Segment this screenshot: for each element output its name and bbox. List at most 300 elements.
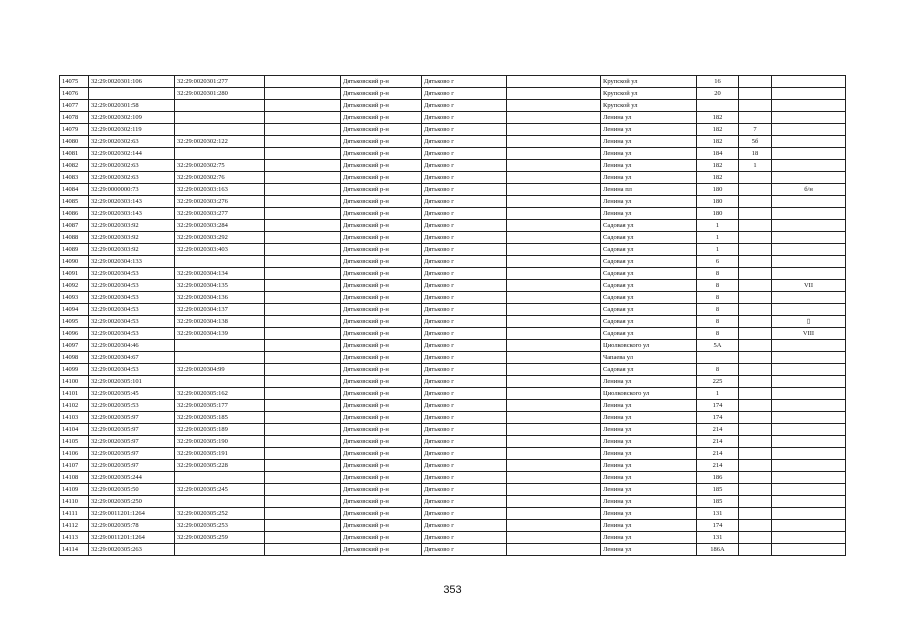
street-cell: Ленина ул xyxy=(601,124,697,136)
house-number-cell: 1 xyxy=(697,244,739,256)
district-cell: Дятьковский р-н xyxy=(341,196,422,208)
cadastral-number-cell: 32:29:0020305:97 xyxy=(89,412,175,424)
extra-cell-cell xyxy=(265,496,341,508)
table-row xyxy=(60,460,846,472)
extra-cell-cell xyxy=(265,172,341,184)
table-row xyxy=(60,124,846,136)
settlement-cell xyxy=(507,100,601,112)
extra-cell-cell xyxy=(265,196,341,208)
object-cadastral-number-cell xyxy=(175,376,265,388)
object-cadastral-number-cell xyxy=(175,256,265,268)
city-cell: Дятьково г xyxy=(422,292,507,304)
building-number-cell xyxy=(739,76,772,88)
building-number-cell xyxy=(739,256,772,268)
object-cadastral-number-cell: 32:29:0020304:134 xyxy=(175,268,265,280)
record-number-cell: 14079 xyxy=(60,124,89,136)
city-cell: Дятьково г xyxy=(422,112,507,124)
district-cell: Дятьковский р-н xyxy=(341,124,422,136)
building-number-cell xyxy=(739,112,772,124)
street-cell: Циолковского ул xyxy=(601,388,697,400)
cadastral-number-cell: 32:29:0020304:67 xyxy=(89,352,175,364)
cadastral-number-cell: 32:29:0011201:1264 xyxy=(89,532,175,544)
cadastral-number-cell: 32:29:0020304:53 xyxy=(89,328,175,340)
street-cell: Садовая ул xyxy=(601,220,697,232)
street-cell: Ленина ул xyxy=(601,472,697,484)
house-number-cell: 182 xyxy=(697,172,739,184)
city-cell: Дятьково г xyxy=(422,76,507,88)
house-number-cell: 131 xyxy=(697,532,739,544)
table-row xyxy=(60,400,846,412)
extra-cell-cell xyxy=(265,352,341,364)
object-cadastral-number-cell: 32:29:0020303:284 xyxy=(175,220,265,232)
street-cell: Ленина ул xyxy=(601,172,697,184)
extra-cell-cell xyxy=(265,184,341,196)
record-number-cell: 14093 xyxy=(60,292,89,304)
district-cell: Дятьковский р-н xyxy=(341,484,422,496)
building-number-cell xyxy=(739,412,772,424)
extra-cell-cell xyxy=(265,160,341,172)
house-number-cell: 214 xyxy=(697,436,739,448)
settlement-cell xyxy=(507,328,601,340)
street-cell: Ленина ул xyxy=(601,112,697,124)
cadastral-number-cell: 32:29:0020305:45 xyxy=(89,388,175,400)
cadastral-number-cell: 32:29:0020303:92 xyxy=(89,232,175,244)
record-number-cell: 14091 xyxy=(60,268,89,280)
cadastral-number-cell: 32:29:0020304:46 xyxy=(89,340,175,352)
district-cell: Дятьковский р-н xyxy=(341,520,422,532)
building-number-cell xyxy=(739,436,772,448)
building-number-cell xyxy=(739,184,772,196)
extra-cell-cell xyxy=(265,364,341,376)
district-cell: Дятьковский р-н xyxy=(341,172,422,184)
cadastral-number-cell: 32:29:0020304:53 xyxy=(89,316,175,328)
record-number-cell: 14083 xyxy=(60,172,89,184)
cadastral-number-cell: 32:29:0020303:92 xyxy=(89,220,175,232)
literal-cell: ▯ xyxy=(772,316,846,328)
object-cadastral-number-cell: 32:29:0020305:189 xyxy=(175,424,265,436)
building-number-cell xyxy=(739,316,772,328)
district-cell: Дятьковский р-н xyxy=(341,412,422,424)
object-cadastral-number-cell: 32:29:0020304:136 xyxy=(175,292,265,304)
house-number-cell: 1 xyxy=(697,388,739,400)
extra-cell-cell xyxy=(265,232,341,244)
house-number-cell: 186А xyxy=(697,544,739,556)
street-cell: Ленина ул xyxy=(601,412,697,424)
district-cell: Дятьковский р-н xyxy=(341,304,422,316)
cadastral-number-cell: 32:29:0020303:143 xyxy=(89,208,175,220)
district-cell: Дятьковский р-н xyxy=(341,220,422,232)
table-row xyxy=(60,280,846,292)
settlement-cell xyxy=(507,160,601,172)
street-cell: Садовая ул xyxy=(601,328,697,340)
record-number-cell: 14084 xyxy=(60,184,89,196)
building-number-cell xyxy=(739,208,772,220)
extra-cell-cell xyxy=(265,328,341,340)
building-number-cell xyxy=(739,88,772,100)
extra-cell-cell xyxy=(265,148,341,160)
cadastral-number-cell: 32:29:0020305:53 xyxy=(89,400,175,412)
literal-cell xyxy=(772,220,846,232)
cadastral-number-cell: 32:29:0020302:144 xyxy=(89,148,175,160)
object-cadastral-number-cell xyxy=(175,148,265,160)
district-cell: Дятьковский р-н xyxy=(341,352,422,364)
city-cell: Дятьково г xyxy=(422,532,507,544)
record-number-cell: 14087 xyxy=(60,220,89,232)
table-row xyxy=(60,136,846,148)
district-cell: Дятьковский р-н xyxy=(341,460,422,472)
house-number-cell: 214 xyxy=(697,424,739,436)
cadastral-number-cell: 32:29:0020304:53 xyxy=(89,292,175,304)
building-number-cell xyxy=(739,268,772,280)
literal-cell xyxy=(772,532,846,544)
object-cadastral-number-cell: 32:29:0020301:280 xyxy=(175,88,265,100)
house-number-cell: 16 xyxy=(697,76,739,88)
street-cell: Ленина ул xyxy=(601,196,697,208)
house-number-cell: 182 xyxy=(697,136,739,148)
building-number-cell xyxy=(739,232,772,244)
extra-cell-cell xyxy=(265,76,341,88)
city-cell: Дятьково г xyxy=(422,304,507,316)
street-cell: Ленина ул xyxy=(601,136,697,148)
street-cell: Садовая ул xyxy=(601,232,697,244)
city-cell: Дятьково г xyxy=(422,388,507,400)
city-cell: Дятьково г xyxy=(422,172,507,184)
street-cell: Садовая ул xyxy=(601,256,697,268)
house-number-cell: 8 xyxy=(697,304,739,316)
district-cell: Дятьковский р-н xyxy=(341,160,422,172)
building-number-cell xyxy=(739,100,772,112)
extra-cell-cell xyxy=(265,88,341,100)
street-cell: Ленина пл xyxy=(601,184,697,196)
street-cell: Садовая ул xyxy=(601,316,697,328)
street-cell: Крупской ул xyxy=(601,88,697,100)
street-cell: Ленина ул xyxy=(601,148,697,160)
record-number-cell: 14107 xyxy=(60,460,89,472)
settlement-cell xyxy=(507,280,601,292)
settlement-cell xyxy=(507,136,601,148)
district-cell: Дятьковский р-н xyxy=(341,496,422,508)
district-cell: Дятьковский р-н xyxy=(341,328,422,340)
literal-cell: VIII xyxy=(772,328,846,340)
district-cell: Дятьковский р-н xyxy=(341,472,422,484)
settlement-cell xyxy=(507,424,601,436)
street-cell: Садовая ул xyxy=(601,292,697,304)
building-number-cell xyxy=(739,484,772,496)
district-cell: Дятьковский р-н xyxy=(341,508,422,520)
district-cell: Дятьковский р-н xyxy=(341,292,422,304)
literal-cell xyxy=(772,352,846,364)
record-number-cell: 14086 xyxy=(60,208,89,220)
extra-cell-cell xyxy=(265,124,341,136)
literal-cell xyxy=(772,124,846,136)
extra-cell-cell xyxy=(265,520,341,532)
table-row xyxy=(60,328,846,340)
building-number-cell xyxy=(739,508,772,520)
table-row xyxy=(60,208,846,220)
object-cadastral-number-cell xyxy=(175,544,265,556)
record-number-cell: 14090 xyxy=(60,256,89,268)
city-cell: Дятьково г xyxy=(422,136,507,148)
cadastral-number-cell: 32:29:0020304:53 xyxy=(89,304,175,316)
city-cell: Дятьково г xyxy=(422,148,507,160)
record-number-cell: 14094 xyxy=(60,304,89,316)
record-number-cell: 14085 xyxy=(60,196,89,208)
table-row xyxy=(60,256,846,268)
settlement-cell xyxy=(507,496,601,508)
city-cell: Дятьково г xyxy=(422,352,507,364)
settlement-cell xyxy=(507,484,601,496)
street-cell: Циолковского ул xyxy=(601,340,697,352)
table-row xyxy=(60,268,846,280)
cadastral-number-cell: 32:29:0020305:97 xyxy=(89,460,175,472)
page-number: 353 xyxy=(443,584,462,596)
table-row xyxy=(60,88,846,100)
settlement-cell xyxy=(507,172,601,184)
record-number-cell: 14095 xyxy=(60,316,89,328)
house-number-cell: 214 xyxy=(697,460,739,472)
house-number-cell: 225 xyxy=(697,376,739,388)
district-cell: Дятьковский р-н xyxy=(341,376,422,388)
house-number-cell: 174 xyxy=(697,400,739,412)
literal-cell xyxy=(772,484,846,496)
district-cell: Дятьковский р-н xyxy=(341,388,422,400)
city-cell: Дятьково г xyxy=(422,124,507,136)
house-number-cell: 8 xyxy=(697,268,739,280)
table-row xyxy=(60,496,846,508)
object-cadastral-number-cell: 32:29:0020302:76 xyxy=(175,172,265,184)
object-cadastral-number-cell: 32:29:0020303:276 xyxy=(175,196,265,208)
literal-cell xyxy=(772,364,846,376)
street-cell: Ленина ул xyxy=(601,496,697,508)
settlement-cell xyxy=(507,220,601,232)
house-number-cell: 8 xyxy=(697,364,739,376)
cadastral-number-cell: 32:29:0020301:106 xyxy=(89,76,175,88)
literal-cell xyxy=(772,496,846,508)
building-number-cell xyxy=(739,292,772,304)
building-number-cell xyxy=(739,220,772,232)
table-row xyxy=(60,508,846,520)
building-number-cell xyxy=(739,364,772,376)
district-cell: Дятьковский р-н xyxy=(341,340,422,352)
table-body xyxy=(60,76,846,556)
cadastral-number-cell: 32:29:0020304:53 xyxy=(89,364,175,376)
literal-cell xyxy=(772,196,846,208)
house-number-cell: 174 xyxy=(697,412,739,424)
record-number-cell: 14076 xyxy=(60,88,89,100)
record-number-cell: 14101 xyxy=(60,388,89,400)
street-cell: Ленина ул xyxy=(601,436,697,448)
literal-cell xyxy=(772,160,846,172)
literal-cell xyxy=(772,112,846,124)
record-number-cell: 14114 xyxy=(60,544,89,556)
settlement-cell xyxy=(507,448,601,460)
object-cadastral-number-cell: 32:29:0020303:163 xyxy=(175,184,265,196)
house-number-cell: 182 xyxy=(697,160,739,172)
literal-cell xyxy=(772,460,846,472)
cadastral-number-cell: 32:29:0020305:97 xyxy=(89,448,175,460)
literal-cell xyxy=(772,76,846,88)
extra-cell-cell xyxy=(265,340,341,352)
cadastral-number-cell: 32:29:0020305:244 xyxy=(89,472,175,484)
table-row xyxy=(60,244,846,256)
table-row xyxy=(60,424,846,436)
city-cell: Дятьково г xyxy=(422,412,507,424)
table-row xyxy=(60,316,846,328)
table-row xyxy=(60,340,846,352)
city-cell: Дятьково г xyxy=(422,424,507,436)
district-cell: Дятьковский р-н xyxy=(341,316,422,328)
literal-cell xyxy=(772,544,846,556)
record-number-cell: 14100 xyxy=(60,376,89,388)
extra-cell-cell xyxy=(265,484,341,496)
house-number-cell xyxy=(697,100,739,112)
house-number-cell: 180 xyxy=(697,196,739,208)
object-cadastral-number-cell xyxy=(175,112,265,124)
street-cell: Ленина ул xyxy=(601,460,697,472)
city-cell: Дятьково г xyxy=(422,436,507,448)
object-cadastral-number-cell xyxy=(175,100,265,112)
literal-cell xyxy=(772,400,846,412)
table-row xyxy=(60,520,846,532)
record-number-cell: 14075 xyxy=(60,76,89,88)
settlement-cell xyxy=(507,76,601,88)
object-cadastral-number-cell xyxy=(175,124,265,136)
city-cell: Дятьково г xyxy=(422,448,507,460)
street-cell: Ленина ул xyxy=(601,376,697,388)
table-row xyxy=(60,448,846,460)
table-row xyxy=(60,388,846,400)
extra-cell-cell xyxy=(265,136,341,148)
building-number-cell xyxy=(739,496,772,508)
street-cell: Ленина ул xyxy=(601,208,697,220)
record-number-cell: 14098 xyxy=(60,352,89,364)
district-cell: Дятьковский р-н xyxy=(341,112,422,124)
building-number-cell xyxy=(739,172,772,184)
street-cell: Садовая ул xyxy=(601,244,697,256)
object-cadastral-number-cell: 32:29:0020304:138 xyxy=(175,316,265,328)
city-cell: Дятьково г xyxy=(422,340,507,352)
extra-cell-cell xyxy=(265,412,341,424)
record-number-cell: 14099 xyxy=(60,364,89,376)
building-number-cell xyxy=(739,400,772,412)
literal-cell xyxy=(772,232,846,244)
city-cell: Дятьково г xyxy=(422,472,507,484)
record-number-cell: 14089 xyxy=(60,244,89,256)
cadastral-number-cell: 32:29:0020305:263 xyxy=(89,544,175,556)
settlement-cell xyxy=(507,184,601,196)
building-number-cell xyxy=(739,328,772,340)
house-number-cell: 8 xyxy=(697,316,739,328)
house-number-cell: 185 xyxy=(697,484,739,496)
record-number-cell: 14078 xyxy=(60,112,89,124)
table-row xyxy=(60,544,846,556)
table-row xyxy=(60,148,846,160)
object-cadastral-number-cell: 32:29:0020304:99 xyxy=(175,364,265,376)
city-cell: Дятьково г xyxy=(422,232,507,244)
object-cadastral-number-cell: 32:29:0020301:277 xyxy=(175,76,265,88)
object-cadastral-number-cell: 32:29:0020304:137 xyxy=(175,304,265,316)
object-cadastral-number-cell: 32:29:0020305:245 xyxy=(175,484,265,496)
street-cell: Садовая ул xyxy=(601,364,697,376)
extra-cell-cell xyxy=(265,472,341,484)
district-cell: Дятьковский р-н xyxy=(341,208,422,220)
extra-cell-cell xyxy=(265,112,341,124)
literal-cell xyxy=(772,208,846,220)
literal-cell xyxy=(772,256,846,268)
cadastral-number-cell: 32:29:0020305:97 xyxy=(89,436,175,448)
building-number-cell xyxy=(739,244,772,256)
literal-cell xyxy=(772,472,846,484)
extra-cell-cell xyxy=(265,292,341,304)
literal-cell xyxy=(772,520,846,532)
extra-cell-cell xyxy=(265,244,341,256)
literal-cell xyxy=(772,268,846,280)
district-cell: Дятьковский р-н xyxy=(341,184,422,196)
building-number-cell xyxy=(739,472,772,484)
cadastral-number-cell: 32:29:0020302:109 xyxy=(89,112,175,124)
settlement-cell xyxy=(507,520,601,532)
district-cell: Дятьковский р-н xyxy=(341,244,422,256)
city-cell: Дятьково г xyxy=(422,544,507,556)
cadastral-number-cell: 32:29:0020304:133 xyxy=(89,256,175,268)
building-number-cell xyxy=(739,520,772,532)
settlement-cell xyxy=(507,412,601,424)
settlement-cell xyxy=(507,460,601,472)
literal-cell xyxy=(772,136,846,148)
district-cell: Дятьковский р-н xyxy=(341,148,422,160)
building-number-cell: 5б xyxy=(739,136,772,148)
house-number-cell: 6 xyxy=(697,256,739,268)
street-cell: Садовая ул xyxy=(601,280,697,292)
settlement-cell xyxy=(507,364,601,376)
extra-cell-cell xyxy=(265,256,341,268)
extra-cell-cell xyxy=(265,316,341,328)
literal-cell xyxy=(772,376,846,388)
object-cadastral-number-cell: 32:29:0020302:75 xyxy=(175,160,265,172)
literal-cell xyxy=(772,172,846,184)
object-cadastral-number-cell: 32:29:0020305:190 xyxy=(175,436,265,448)
cadastral-number-cell: 32:29:0020304:53 xyxy=(89,268,175,280)
house-number-cell: 8 xyxy=(697,328,739,340)
object-cadastral-number-cell: 32:29:0020303:292 xyxy=(175,232,265,244)
extra-cell-cell xyxy=(265,208,341,220)
city-cell: Дятьково г xyxy=(422,268,507,280)
table-row xyxy=(60,484,846,496)
house-number-cell: 20 xyxy=(697,88,739,100)
table-row xyxy=(60,220,846,232)
district-cell: Дятьковский р-н xyxy=(341,424,422,436)
record-number-cell: 14111 xyxy=(60,508,89,520)
literal-cell xyxy=(772,244,846,256)
street-cell: Ленина ул xyxy=(601,508,697,520)
district-cell: Дятьковский р-н xyxy=(341,532,422,544)
literal-cell xyxy=(772,412,846,424)
record-number-cell: 14104 xyxy=(60,424,89,436)
house-number-cell: 1 xyxy=(697,232,739,244)
cadastral-number-cell: 32:29:0020305:97 xyxy=(89,424,175,436)
record-number-cell: 14106 xyxy=(60,448,89,460)
district-cell: Дятьковский р-н xyxy=(341,100,422,112)
settlement-cell xyxy=(507,268,601,280)
settlement-cell xyxy=(507,124,601,136)
street-cell: Ленина ул xyxy=(601,520,697,532)
cadastral-number-cell: 32:29:0020305:78 xyxy=(89,520,175,532)
city-cell: Дятьково г xyxy=(422,196,507,208)
literal-cell xyxy=(772,88,846,100)
city-cell: Дятьково г xyxy=(422,100,507,112)
table-row xyxy=(60,232,846,244)
building-number-cell xyxy=(739,532,772,544)
